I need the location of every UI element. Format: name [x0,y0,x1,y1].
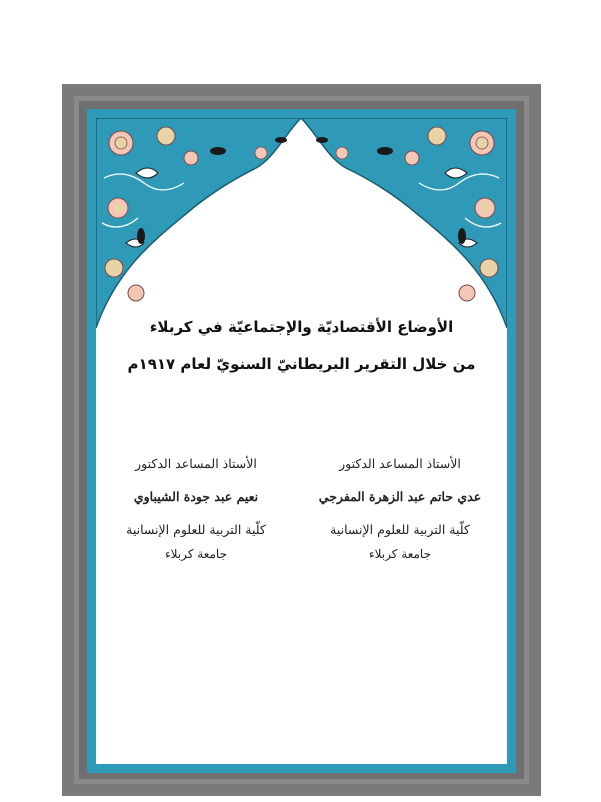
author-name: نعيم عبد جودة الشيباوي [133,489,259,504]
author-college: كلّية التربية للعلوم الإنسانية [330,522,470,537]
author-rank: الأستاذ المساعد الدكتور [135,456,257,471]
author-rank: الأستاذ المساعد الدكتور [339,456,461,471]
author-college: كلّية التربية للعلوم الإنسانية [126,522,266,537]
author-name: عدي حاتم عبد الزهرة المفرجي [318,489,482,504]
author-block-right [310,456,490,561]
page-content [96,118,507,764]
author-university: جامعة كربلاء [368,547,431,561]
title-line-1: الأوضاع الأقتصاديّة والإجتماعيّة في كربلاء [149,318,454,336]
title-line-2: من خلال التقرير البريطانيّ السنويّ لعام ١٩١٧م [127,355,476,373]
author-block-left [106,456,286,561]
author-university: جامعة كربلاء [164,547,227,561]
